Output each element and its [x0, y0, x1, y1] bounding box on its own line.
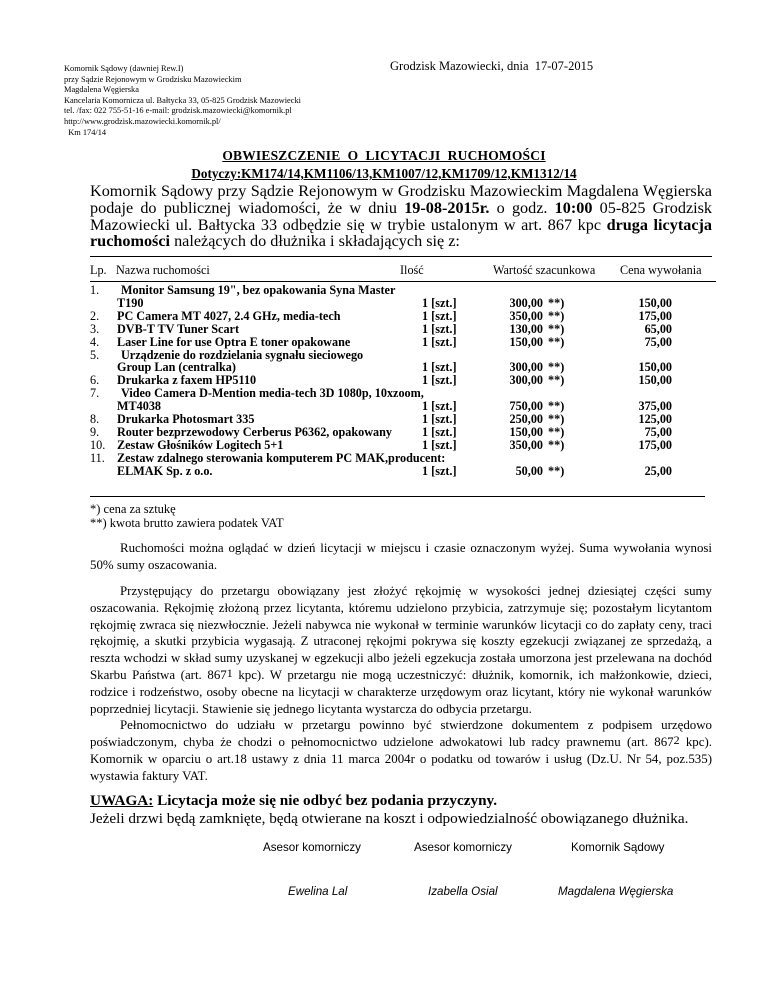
auction-time: 10:00	[554, 198, 593, 217]
item-price: 75,00	[644, 334, 672, 349]
item-quantity: 1 [szt.]	[422, 399, 457, 414]
item-price: 75,00	[644, 424, 672, 439]
item-price: 375,00	[638, 399, 672, 414]
item-quantity: 1 [szt.]	[422, 424, 457, 439]
table-header-rule	[90, 281, 716, 282]
item-name-continued: Group Lan (centralka)	[117, 360, 236, 375]
item-value: 300,00	[509, 295, 543, 310]
table-top-rule	[90, 256, 712, 257]
superscript: 2	[673, 733, 680, 748]
item-value: 150,00	[509, 334, 543, 349]
item-name: Router bezprzewodowy Cerberus P6362, opakowany	[117, 424, 392, 439]
item-price: 25,00	[644, 463, 672, 478]
header-line: Kancelaria Komornicza ul. Bałtycka 33, 05-825 Grodzisk Mazowiecki	[64, 95, 301, 105]
item-price: 125,00	[638, 412, 672, 426]
auction-type: druga licytacja	[606, 215, 712, 234]
intro-paragraph	[90, 183, 712, 250]
table-bottom-rule	[90, 496, 705, 497]
deposit-paragraph	[90, 583, 712, 785]
item-quantity: 1 [szt.]	[422, 295, 457, 310]
item-name: Zestaw Głośników Logitech 5+1	[117, 437, 284, 452]
item-name: Drukarka Photosmart 335	[117, 412, 255, 426]
item-vat-mark: **)	[548, 424, 565, 439]
row-number: 2.	[90, 308, 100, 323]
signature-name: Magdalena Węgierska	[558, 885, 674, 898]
item-vat-mark: **)	[548, 295, 565, 310]
case-references: Dotyczy:KM174/14,KM1106/13,KM1007/12,KM1709/12,KM1312/14	[191, 166, 577, 181]
col-header-name: Nazwa ruchomości	[116, 263, 210, 277]
item-name: Drukarka z faxem HP5110	[117, 373, 257, 388]
auction-subject: ruchomości	[90, 232, 171, 251]
paragraph-text: Ruchomości można oglądać w dzień licytacji w miejscu i czasie oznaczonym wyżej. Suma wywołania wynosi 50% sumy oszacowania.	[90, 541, 712, 572]
row-number: 9.	[90, 424, 100, 439]
header-line: Komornik Sądowy (dawniej Rew.I)	[64, 64, 184, 73]
header-line: Km 174/14	[64, 127, 107, 137]
warning-text: Licytacja może się nie odbyć bez podania przyczyny.	[153, 792, 498, 809]
intro-text: 05-825 Grodzisk Mazowiecki ul. Bałtycka 33 odbędzie się w trybie ustalonym w art. 867 kpc	[90, 198, 713, 234]
item-vat-mark: **)	[548, 360, 565, 375]
item-price: 150,00	[638, 360, 672, 375]
intro-text: Komornik Sądowy przy Sądzie Rejonowym w Grodzisku Mazowieckim Magdalena Węgierska podaje do publicznej wiadomości, że w dniu	[90, 182, 712, 217]
paragraph-text: Przystępujący do przetargu obowiązany jest złożyć rękojmię w wysokości jednej dziesiątej części sumy oszacowania. Rękojmię złożoną przez licytanta, któremu udzielono przybicia, zatrzymuje się; pozostałym licytantom rękojmię zwraca się niezwłocznie. Jeżeli nabywca nie wykonał w terminie warunków licytacji co do zapłaty ceny, traci rękojmię, a skutki przybicia wygasają. Z utraconej rękojmi pokrywa się koszty egzekucji związanej ze sprzedażą, a reszta wchodzi w skład sumy uzyskanej w egzekucji albo jeżeli egzekucja została umorzona jest przelewana na dochód Skarbu Państwa (art. 867	[90, 584, 712, 682]
office-header	[64, 64, 301, 138]
item-quantity: 1 [szt.]	[422, 373, 457, 388]
row-number: 6.	[90, 373, 100, 388]
item-vat-mark: **)	[548, 463, 565, 478]
item-name: Laser Line for use Optra E toner opakowane	[117, 334, 351, 349]
col-header-price: Cena wywołania	[620, 263, 702, 277]
viewing-paragraph	[90, 540, 712, 574]
footnotes	[90, 502, 284, 530]
row-number: 4.	[90, 334, 100, 349]
row-number: 8.	[90, 412, 100, 426]
footnote: **) kwota brutto zawiera podatek VAT	[90, 516, 284, 530]
superscript: 1	[226, 665, 233, 680]
footnote: *) cena za sztukę	[90, 502, 176, 516]
warning-text: Jeżeli drzwi będą zamknięte, będą otwierane na koszt i odpowiedzialność obowiązanego dłużnika.	[90, 810, 689, 827]
item-value: 300,00	[509, 360, 543, 375]
item-value: 50,00	[515, 463, 543, 478]
place-date: Grodzisk Mazowiecki, dnia 17-07-2015	[390, 59, 594, 73]
item-vat-mark: **)	[548, 321, 565, 336]
row-number: 5.	[90, 347, 100, 362]
item-name: Monitor Samsung 19", bez opakowania Syna Master	[121, 283, 396, 297]
warning-block	[90, 792, 730, 828]
item-price: 150,00	[638, 373, 672, 388]
item-quantity: 1 [szt.]	[422, 321, 457, 336]
item-vat-mark: **)	[548, 373, 565, 388]
col-header-lp: Lp.	[90, 263, 107, 277]
item-name: Zestaw zdalnego sterowania komputerem PC MAK,producent:	[117, 450, 446, 465]
item-value: 130,00	[509, 321, 543, 336]
item-name: Urządzenie do rozdzielania sygnału sieciowego	[121, 347, 364, 362]
intro-text: o godz.	[489, 198, 555, 217]
item-value: 150,00	[509, 424, 543, 439]
item-name-continued: T190	[117, 295, 144, 310]
header-line: tel. /fax: 022 755-51-16 e-mail: grodzisk.mazowiecki@komornik.pl	[64, 106, 292, 116]
paragraph-text: kpc). W przetargu nie mogą uczestniczyć: dłużnik, komornik, ich małżonkowie, dzieci, rodzice i rodzeństwo, osoby obecne na licytacji w charakterze urzędowym oraz licytant, który nie wykonał warunków poprzedniej licytacji. Stawienie się jednego licytanta wystarcza do odbycia przetargu.	[90, 667, 712, 716]
signature-role: Komornik Sądowy	[571, 841, 665, 854]
item-quantity: 1 [szt.]	[422, 412, 457, 426]
header-line: przy Sądzie Rejonowym w Grodzisku Mazowieckim	[64, 74, 242, 84]
col-header-qty: Ilość	[400, 263, 424, 277]
item-vat-mark: **)	[548, 437, 565, 452]
item-value: 750,00	[509, 399, 543, 414]
header-line: Magdalena Węgierska	[64, 85, 139, 95]
signature-role: Asesor komorniczy	[263, 841, 361, 854]
header-line: http://www.grodzisk.mazowiecki.komornik.pl/	[64, 116, 221, 126]
item-quantity: 1 [szt.]	[422, 463, 457, 478]
item-quantity: 1 [szt.]	[422, 437, 457, 452]
item-name-continued: MT4038	[117, 399, 162, 414]
row-number: 3.	[90, 321, 100, 336]
paragraph-text: Pełnomocnictwo do udziału w przetargu powinno być stwierdzone dokumentem z podpisem urzędowo poświadczonym, chyba że chodzi o pełnomocnictwo udzielone adwokatowi lub radcy prawnemu (art. 867	[90, 718, 712, 750]
item-price: 65,00	[644, 321, 672, 336]
item-quantity: 1 [szt.]	[422, 360, 457, 375]
intro-text: należących do dłużnika i składających się z:	[170, 232, 460, 251]
item-price: 175,00	[638, 308, 672, 323]
item-price: 175,00	[638, 437, 672, 452]
item-value: 350,00	[509, 437, 543, 452]
item-name: Video Camera D-Mention media-tech 3D 1080p, 10xzoom,	[121, 386, 424, 401]
item-quantity: 1 [szt.]	[422, 308, 457, 323]
row-number: 11.	[90, 450, 105, 465]
document-title: OBWIESZCZENIE O LICYTACJI RUCHOMOŚCI	[222, 148, 546, 163]
signature-role: Asesor komorniczy	[414, 841, 512, 854]
item-vat-mark: **)	[548, 334, 565, 349]
row-number: 10.	[90, 437, 106, 452]
item-vat-mark: **)	[548, 308, 565, 323]
warning-label: UWAGA:	[90, 792, 154, 809]
item-quantity: 1 [szt.]	[422, 334, 457, 349]
col-header-value: Wartość szacunkowa	[493, 263, 596, 277]
item-value: 350,00	[509, 308, 543, 323]
item-value: 250,00	[509, 412, 543, 426]
item-vat-mark: **)	[548, 412, 565, 426]
row-number: 7.	[90, 386, 100, 401]
item-name: PC Camera MT 4027, 2.4 GHz, media-tech	[117, 308, 341, 323]
auction-date: 19-08-2015r.	[404, 198, 490, 217]
item-vat-mark: **)	[548, 399, 565, 414]
row-number: 1.	[90, 283, 100, 297]
item-value: 300,00	[509, 373, 543, 388]
item-name: DVB-T TV Tuner Scart	[117, 321, 240, 336]
item-name-continued: ELMAK Sp. z o.o.	[117, 463, 213, 478]
item-price: 150,00	[638, 295, 672, 310]
paragraph-text: kpc). Komornik w oparciu o art.18 ustawy z dnia 11 marca 2004r o podatku od towarów i usług (Dz.U. Nr 54, poz.535) wystawia faktury VAT.	[90, 735, 712, 783]
signature-name: Izabella Osial	[428, 885, 498, 898]
signature-name: Ewelina Lal	[288, 885, 348, 898]
